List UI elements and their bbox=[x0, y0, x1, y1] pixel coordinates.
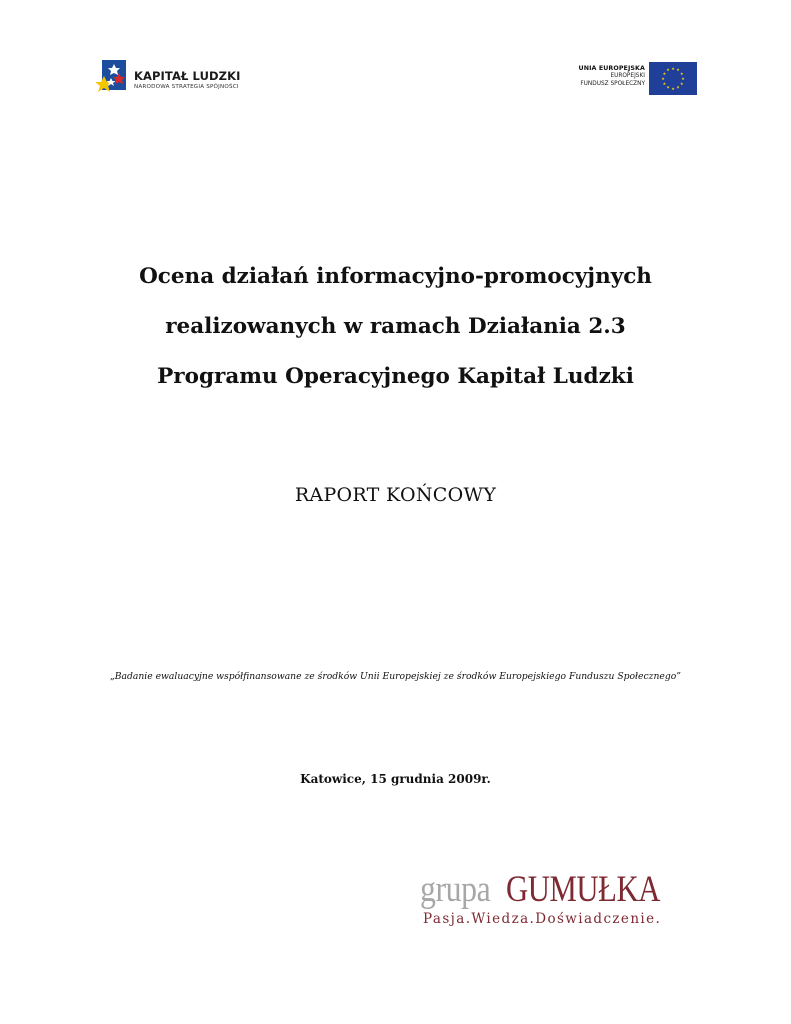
grupa-gumulka-logo bbox=[420, 868, 680, 932]
kapital-ludzki-stars-icon bbox=[96, 56, 130, 98]
eu-star-icon: ★ bbox=[679, 80, 684, 86]
eu-star-icon: ★ bbox=[671, 85, 675, 91]
eu-logo-line2: EUROPEJSKI bbox=[610, 73, 645, 79]
eu-star-icon: ★ bbox=[676, 67, 680, 73]
title-line-3: Programu Operacyjnego Kapitał Ludzki bbox=[157, 364, 634, 389]
eu-star-icon: ★ bbox=[676, 84, 680, 90]
eu-logo-line1: UNIA EUROPEJSKA bbox=[578, 65, 645, 72]
logo-brand-name: GUMUŁKA bbox=[506, 869, 661, 910]
kapital-ludzki-title: KAPITAŁ LUDZKI bbox=[134, 69, 241, 83]
eu-star-icon: ★ bbox=[671, 65, 675, 71]
eu-star-icon: ★ bbox=[666, 84, 670, 90]
eu-star-icon: ★ bbox=[681, 75, 685, 81]
eu-star-icon: ★ bbox=[661, 75, 665, 81]
eu-star-icon: ★ bbox=[662, 70, 667, 76]
kapital-ludzki-logo bbox=[96, 56, 256, 100]
funding-note: „Badanie ewaluacyjne współfinansowane ze środków Unii Europejskiej ze środków Europejskiego Funduszu Społecznego” bbox=[110, 671, 681, 682]
document-title bbox=[60, 252, 731, 402]
logo-tagline: Pasja.Wiedza.Doświadczenie. bbox=[423, 911, 662, 927]
eu-star-icon: ★ bbox=[666, 67, 670, 73]
report-type: RAPORT KOŃCOWY bbox=[294, 484, 497, 506]
eu-logo-text bbox=[579, 65, 645, 88]
eu-flag-icon bbox=[649, 62, 697, 95]
logo-prefix: grupa bbox=[420, 869, 491, 910]
title-line-2: realizowanych w ramach Działania 2.3 bbox=[165, 314, 626, 339]
place-date: Katowice, 15 grudnia 2009r. bbox=[300, 772, 491, 786]
eu-logo-line3: FUNDUSZ SPOŁECZNY bbox=[580, 80, 645, 87]
kapital-ludzki-subtitle: NARODOWA STRATEGIA SPÓJNOŚCI bbox=[134, 84, 239, 90]
eu-star-icon: ★ bbox=[679, 70, 684, 76]
eu-star-icon: ★ bbox=[662, 80, 667, 86]
title-line-1: Ocena działań informacyjno-promocyjnych bbox=[139, 264, 652, 289]
eu-logo bbox=[560, 62, 697, 96]
